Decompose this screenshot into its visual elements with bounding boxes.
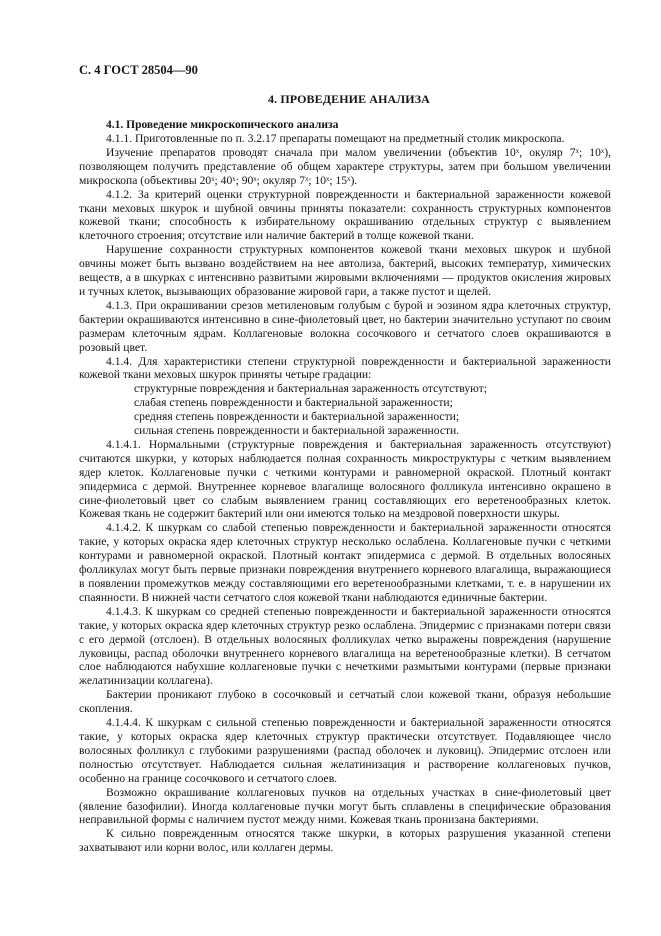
paragraph: 4.1.2. За критерий оценки структурной поврежденности и бактериальной зараженности кожевой ткани меховых шкурок и шубной овчины приняты показатели: сохранность структурных компонентов кожевой ткани; способность к избирательному окрашиванию отдельных структур с выявлением клеточного строения; отсутствие или наличие бактерий в толще кожевой ткани. xyxy=(79,187,611,243)
paragraph: 4.1.3. При окрашивании срезов метиленовым голубым с бурой и эозином ядра клеточных структур, бактерии окрашиваются интенсивно в сине-фиолетовый цвет, но бактерии значительно уступают по своим размерам клеточным ядрам. Коллагеновые волокна сосочкового и сетчатого слоев окрашиваются в розовый цвет. xyxy=(79,298,611,354)
section-title: 4. ПРОВЕДЕНИЕ АНАЛИЗА xyxy=(268,92,430,106)
paragraph: Бактерии проникают глубоко в сосочковый и сетчатый слои кожевой ткани, образуя небольшие скопления. xyxy=(79,688,611,716)
paragraph: 4.1.4.3. К шкуркам со средней степенью поврежденности и бактериальной зараженности относятся такие, у которых окраска ядер клеточных структур резко ослаблена. Эпидермис с признаками потери связи с его дермой (отслоен). В отдельных волосяных фолликулах четко выражены повреждения (нарушение луковицы, распад оболочки внутреннего корневого влагалища на веретенообразные клетки). В сетчатом слое наблюдаются набухшие коллагеновые пучки с нечеткими размытыми контурами (первые признаки желатинизации коллагена). xyxy=(79,604,611,688)
paragraph: Изучение препаратов проводят сначала при малом увеличении (объектив 10ˣ, окуляр 7ˣ; 10ˣ), позволяющем получить представление об общем характере структуры, затем при большом увеличении микроскопа (объективы 20ˣ; 40ˣ; 90ˣ; окуляр 7ˣ; 10ˣ; 15ˣ). xyxy=(79,145,611,187)
gradation-item: структурные повреждения и бактериальная зараженность отсутствуют; xyxy=(134,382,487,396)
paragraph: Нарушение сохранности структурных компонентов кожевой ткани меховых шкурок и шубной овчины может быть вызвано воздействием на нее автолиза, бактерий, высоких температур, химических веществ, а в шкурках с интенсивно развитыми жировыми включениями — продуктов окисления жировых и тучных клеток, вызывающих образование жировой гари, а также пустот и щелей. xyxy=(79,243,611,298)
gradation-item: сильная степень поврежденности и бактериальной зараженности. xyxy=(134,424,460,438)
paragraph: 4.1.4.2. К шкуркам со слабой степенью поврежденности и бактериальной зараженности относятся такие, у которых окраска ядер клеточных структур несколько ослаблена. Коллагеновые пучки с четкими контурами и равномерной окраской. Плотный контакт эпидермиса с дермой. В отдельных волосяных фолликулах могут быть первые признаки повреждения внутреннего корневого влагалища, выражающиеся в появлении промежутков между составляющими его веретенообразными клетками, т. е. в нарушении их спаянности. В нижней части сетчатого слоя кожевой ткани наблюдаются единичные бактерии. xyxy=(79,521,611,604)
paragraph: 4.1.4.4. К шкуркам с сильной степенью поврежденности и бактериальной зараженности относятся такие, у которых окраска ядер клеточных структур практически отсутствует. Подавляющее число волосяных фолликул с глубокими разрушениями (распад оболочек и луковиц). Эпидермис отслоен или полностью отсутствует. Наблюдается сильная желатинизация и растворение коллагеновых пучков, особенно на границе сосочкового и сетчатого слоев. xyxy=(79,716,611,785)
page-header: С. 4 ГОСТ 28504—90 xyxy=(79,63,198,77)
paragraph: 4.1.1. Приготовленные по п. 3.2.17 препараты помещают на предметный столик микроскопа. xyxy=(106,132,565,145)
subsection-title: 4.1. Проведение микроскопического анализа xyxy=(106,119,339,131)
gradation-item: средняя степень поврежденности и бактериальной зараженности; xyxy=(134,410,460,424)
paragraph: 4.1.4.1. Нормальными (структурные повреждения и бактериальная зараженность отсутствуют) считаются шкурки, у которых наблюдается полная сохранность микроструктуры с четким выявлением ядер клеток. Коллагеновые пучки с четкими контурами и равномерной окраской. Плотный контакт эпидермиса с дермой. Внутреннее корневое влагалище волосяного фолликула интенсивно окрашено в сине-фиолетовый цвет со слабым выявлением границ составляющих его веретенообразных клеток. Кожевая ткань не содержит бактерий или они имеются только на мездровой поверхности шкуры. xyxy=(79,437,611,521)
paragraph: 4.1.4. Для характеристики степени структурной поврежденности и бактериальной зараженности кожевой ткани меховых шкурок приняты четыре градации: xyxy=(79,354,611,382)
paragraph: К сильно поврежденным относятся также шкурки, в которых разрушения указанной степени захватывают или корни волос, или коллаген дермы. xyxy=(79,827,611,855)
paragraph: Возможно окрашивание коллагеновых пучков на отдельных участках в сине-фиолетовый цвет (явление базофилии). Иногда коллагеновые пучки могут быть сплавлены в специфические образования неправильной формы с наличием пустот между ними. Кожевая ткань пронизана бактериями. xyxy=(79,785,611,827)
gradation-item: слабая степень поврежденности и бактериальной зараженности; xyxy=(134,396,453,410)
